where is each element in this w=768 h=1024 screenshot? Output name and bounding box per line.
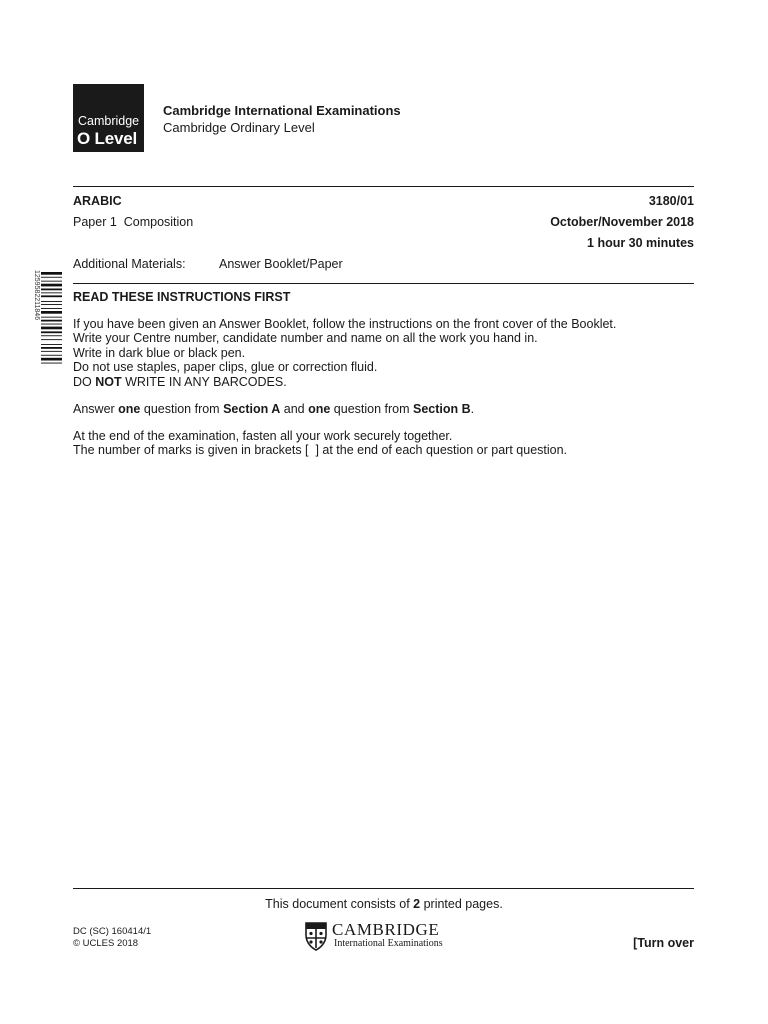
emphasis: one: [118, 402, 141, 416]
crest-icon: [304, 921, 328, 951]
paper-title: Paper 1 Composition: [73, 215, 194, 229]
barcode-bar: [41, 292, 62, 293]
instruction-line: Do not use staples, paper clips, glue or correction fluid.: [73, 360, 378, 374]
barcode-bar: [41, 289, 62, 291]
logo-line-1: Cambridge: [78, 114, 140, 128]
barcode-bar: [41, 335, 62, 336]
materials-label: Additional Materials:: [73, 257, 186, 271]
barcode-bar: [41, 347, 62, 349]
answer-instruction: [73, 402, 474, 416]
barcode-bar: [41, 272, 62, 275]
text-span: .: [470, 402, 475, 416]
barcode-bar: [41, 284, 62, 287]
materials-value: Answer Booklet/Paper: [219, 257, 343, 271]
barcode-bar: [41, 358, 62, 361]
text-span: question from: [330, 402, 413, 416]
subject-title: ARABIC: [73, 194, 122, 208]
text-span: WRITE IN ANY BARCODES.: [121, 375, 287, 389]
instruction-line: At the end of the examination, fasten all your work securely together.: [73, 429, 453, 443]
turn-over: [Turn over: [633, 936, 694, 950]
barcode-bar: [41, 320, 62, 322]
exam-session: October/November 2018: [550, 215, 694, 229]
text-span: printed pages.: [420, 897, 503, 911]
instruction-line: Write in dark blue or black pen.: [73, 346, 246, 360]
barcode-bar: [41, 308, 62, 309]
text-span: question from: [140, 402, 224, 416]
copyright: © UCLES 2018: [73, 938, 139, 949]
barcode-bar: [41, 304, 62, 305]
barcode-bar: [41, 331, 62, 333]
footer-rule: [73, 888, 694, 889]
header-rule: [73, 186, 694, 187]
barcode-bar: [41, 277, 62, 278]
logo-line-2: O Level: [77, 129, 138, 148]
emphasis: one: [308, 402, 331, 416]
barcode-bar: [41, 301, 62, 302]
barcode-instruction: [73, 375, 287, 389]
barcode-digits: 1259582211846: [33, 270, 40, 321]
barcode-bar: [41, 363, 62, 364]
barcode-bar: [41, 281, 62, 282]
instruction-line: The number of marks is given in brackets [ ] at the end of each question or part question.: [73, 443, 568, 457]
cambridge-logo: [304, 920, 464, 952]
instruction-line: Write your Centre number, candidate number and name on all the work you hand in.: [73, 331, 538, 345]
emphasis: NOT: [95, 375, 122, 389]
organisation-title: Cambridge International Examinations: [163, 103, 401, 118]
barcode-bar: [41, 355, 62, 356]
exam-duration: 1 hour 30 minutes: [587, 236, 694, 250]
document-code: DC (SC) 160414/1: [73, 926, 152, 937]
text-span: Answer: [73, 402, 119, 416]
barcode-bar: [41, 317, 62, 318]
barcode-bar: [41, 351, 62, 352]
text-span: This document consists of: [265, 897, 414, 911]
page-count: 2: [413, 897, 421, 911]
syllabus-code: 3180/01: [648, 194, 694, 208]
text-span: DO: [73, 375, 96, 389]
emphasis: Section A: [223, 402, 281, 416]
details-rule: [73, 283, 694, 284]
instruction-line: If you have been given an Answer Booklet, follow the instructions on the front cover of the Booklet.: [73, 317, 617, 331]
barcode-bar: [41, 327, 62, 330]
barcode: [29, 270, 63, 410]
emphasis: Section B: [413, 402, 471, 416]
text-span: and: [280, 402, 309, 416]
barcode-bar: [41, 295, 62, 297]
instructions-heading: READ THESE INSTRUCTIONS FIRST: [73, 290, 291, 304]
barcode-bar: [41, 311, 62, 314]
organisation-subtitle: Cambridge Ordinary Level: [163, 120, 315, 135]
page-count-note: [0, 897, 768, 911]
barcode-bar: [41, 324, 62, 325]
cambridge-o-level-logo: [73, 84, 144, 152]
cambridge-wordmark-sub: International Examinations: [334, 938, 443, 949]
barcode-bar: [41, 344, 62, 345]
barcode-bar: [41, 339, 62, 340]
cambridge-wordmark: CAMBRIDGE: [332, 920, 440, 939]
